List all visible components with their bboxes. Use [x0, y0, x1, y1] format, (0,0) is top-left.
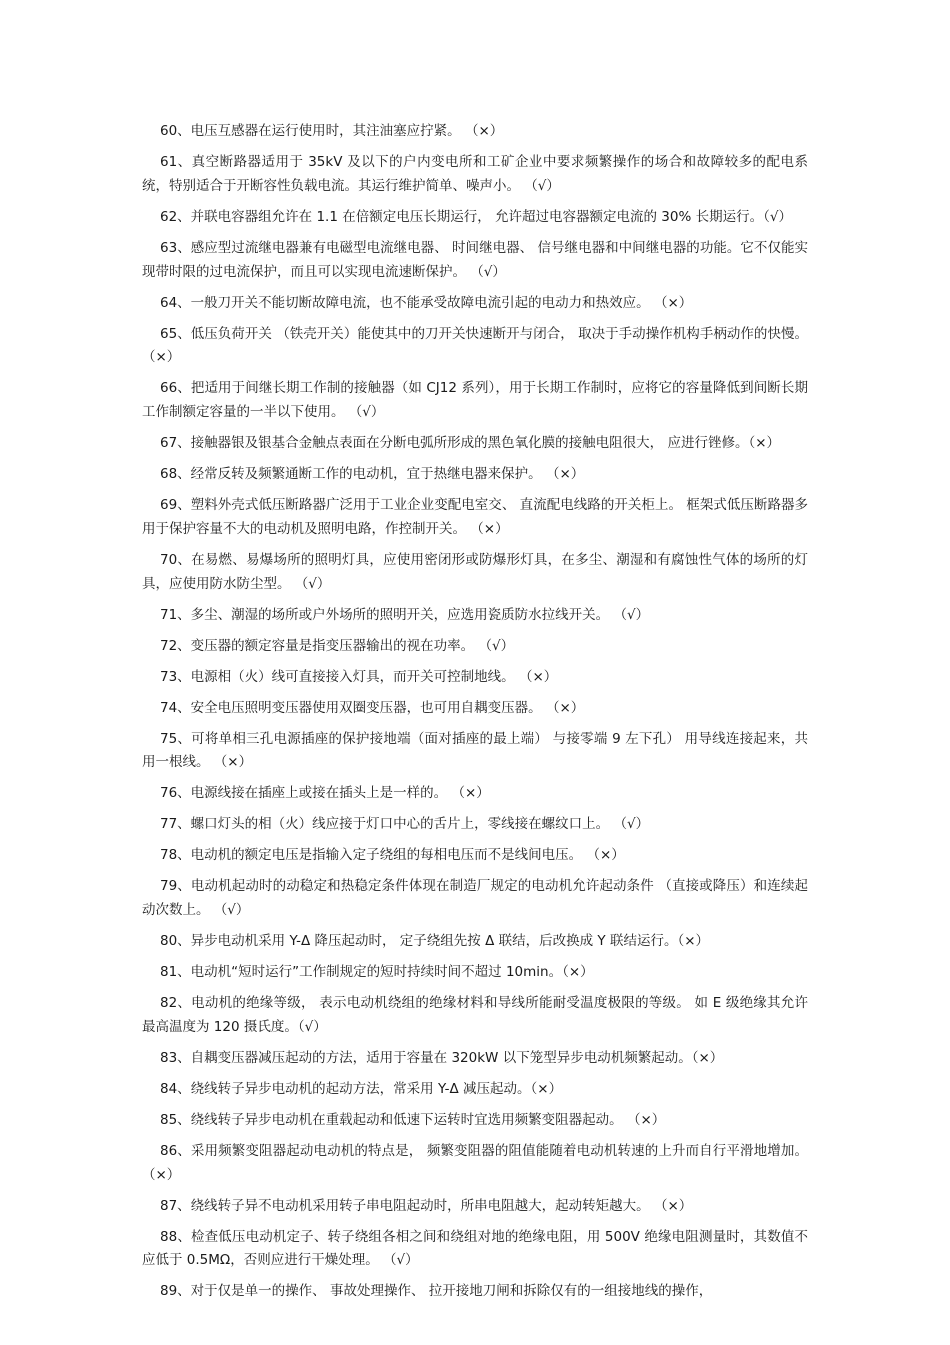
question-71: 71、多尘、潮湿的场所或户外场所的照明开关，应选用瓷质防水拉线开关。 （√） — [160, 606, 650, 623]
question-76: 76、电源线接在插座上或接在插头上是一样的。 （×） — [160, 785, 490, 802]
question-60: 60、电压互感器在运行使用时，其注油塞应拧紧。 （×） — [160, 123, 504, 139]
question-84: 84、绕线转子异步电动机的起动方法，常采用 Y-Δ 减压起动。（×） — [160, 1080, 563, 1097]
question-63: 63、感应型过流继电器兼有电磁型电流继电器、 时间继电器、 信号继电器和中间继电器的功能。它不仅能实现带时限的过电流保护，而且可以实现电流速断保护。 （√） — [142, 239, 808, 280]
question-64: 64、一般刀开关不能切断故障电流，也不能承受故障电流引起的电动力和热效应。 （×） — [160, 294, 693, 311]
question-79: 79、电动机起动时的动稳定和热稳定条件体现在制造厂规定的电动机允许起动条件 （直接或降压）和连续起动次数上。 （√） — [142, 878, 808, 919]
question-66: 66、把适用于间继长期工作制的接触器（如 CJ12 系列），用于长期工作制时，应将它的容量降低到间断长期工作制额定容量的一半以下使用。 （√） — [142, 380, 808, 421]
question-82: 82、电动机的绝缘等级， 表示电动机绕组的绝缘材料和导线所能耐受温度极限的等级。 如 E 级绝缘其允许最高温度为 120 摄氏度。（√） — [142, 995, 808, 1035]
question-72: 72、变压器的额定容量是指变压器输出的视在功率。 （√） — [160, 637, 515, 654]
question-67: 67、接触器银及银基合金触点表面在分断电弧所形成的黑色氧化膜的接触电阻很大， 应进行锉修。（×） — [160, 435, 781, 452]
question-70: 70、在易燃、易爆场所的照明灯具，应使用密闭形或防爆形灯具，在多尘、潮湿和有腐蚀性气体的场所的灯具，应使用防水防尘型。 （√） — [142, 551, 808, 592]
question-62: 62、并联电容器组允许在 1.1 在倍额定电压长期运行， 允许超过电容器额定电流的 30% 长期运行。（√） — [160, 208, 792, 225]
question-78: 78、电动机的额定电压是指输入定子绕组的每相电压而不是线间电压。 （×） — [160, 847, 625, 864]
question-list — [142, 120, 808, 1311]
question-74: 74、安全电压照明变压器使用双圈变压器，也可用自耦变压器。 （×） — [160, 699, 585, 716]
question-85: 85、绕线转子异步电动机在重载起动和低速下运转时宜选用频繁变阻器起动。 （×） — [160, 1111, 666, 1128]
question-77: 77、螺口灯头的相（火）线应接于灯口中心的舌片上，零线接在螺纹口上。 （√） — [160, 816, 650, 833]
question-61: 61、真空断路器适用于 35kV 及以下的户内变电所和工矿企业中要求频繁操作的场合和故障较多的配电系统，特别适合于开断容性负载电流。其运行维护简单、噪声小。 （√） — [142, 153, 808, 194]
question-86: 86、采用频繁变阻器起动电动机的特点是， 频繁变阻器的阻值能随着电动机转速的上升而自行平滑地增加。 （×） — [142, 1142, 808, 1183]
question-75: 75、可将单相三孔电源插座的保护接地端（面对插座的最上端） 与接零端 9 左下孔） 用导线连接起来，共用一根线。 （×） — [142, 730, 808, 771]
question-83: 83、自耦变压器减压起动的方法，适用于容量在 320kW 以下笼型异步电动机频繁起动。（×） — [160, 1049, 724, 1066]
question-69: 69、塑料外壳式低压断路器广泛用于工业企业变配电室交、 直流配电线路的开关柜上。 框架式低压断路器多用于保护容量不大的电动机及照明电路，作控制开关。 （×） — [142, 497, 808, 537]
question-73: 73、电源相（火）线可直接接入灯具，而开关可控制地线。 （×） — [160, 668, 558, 685]
question-89: 89、对于仅是单一的操作、 事故处理操作、 拉开接地刀闸和拆除仅有的一组接地线的操作， — [160, 1283, 713, 1300]
question-65: 65、低压负荷开关 （铁壳开关）能使其中的刀开关快速断开与闭合， 取决于手动操作机构手柄动作的快慢。 （×） — [142, 325, 808, 366]
question-88: 88、检查低压电动机定子、转子绕组各相之间和绕组对地的绝缘电阻，用 500V 绝缘电阻测量时，其数值不应低于 0.5MΩ，否则应进行干燥处理。 （√） — [142, 1228, 808, 1269]
question-81: 81、电动机“短时运行”工作制规定的短时持续时间不超过 10min。（×） — [160, 964, 594, 981]
question-80: 80、异步电动机采用 Y-Δ 降压起动时， 定子绕组先按 Δ 联结，后改换成 Y 联结运行。（×） — [160, 933, 710, 950]
question-87: 87、绕线转子异不电动机采用转子串电阻起动时，所串电阻越大，起动转矩越大。 （×） — [160, 1197, 693, 1214]
question-68: 68、经常反转及频繁通断工作的电动机，宜于热继电器来保护。 （×） — [160, 466, 585, 483]
